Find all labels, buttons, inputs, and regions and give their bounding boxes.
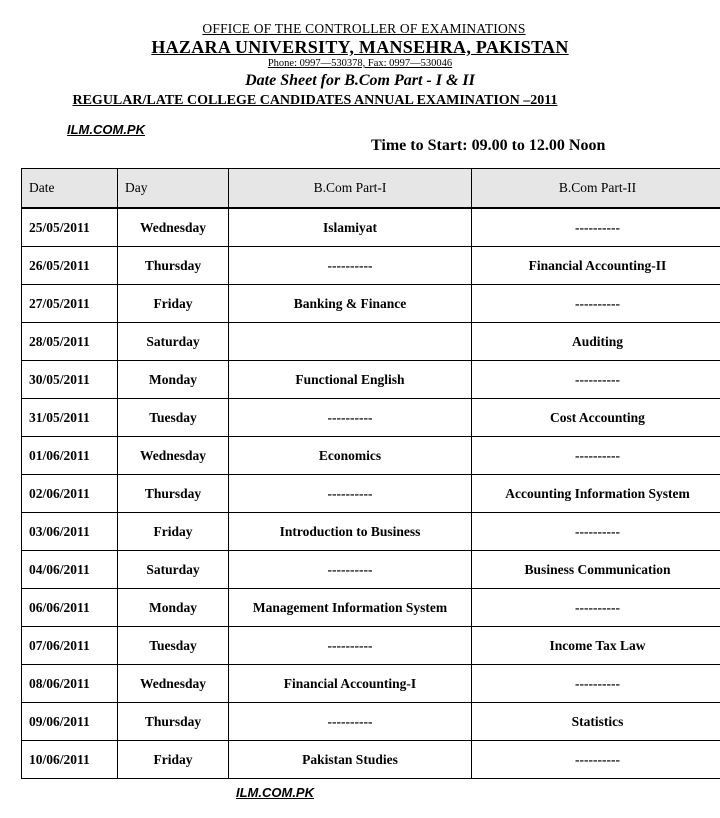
part-2-subject-cell: Financial Accounting-II: [472, 247, 720, 285]
date-cell: 03/06/2011: [22, 513, 118, 551]
table-row: [22, 285, 720, 323]
table-row: [22, 361, 720, 399]
part-1-subject-cell: [229, 323, 472, 361]
table-row: [22, 589, 720, 627]
part-1-subject-cell: ----------: [229, 247, 472, 285]
part-2-subject-cell: ----------: [472, 285, 720, 323]
date-cell: 25/05/2011: [22, 208, 118, 247]
part-2-subject-cell: ----------: [472, 741, 720, 779]
part-2-subject-cell: Auditing: [472, 323, 720, 361]
part-2-subject-cell: Cost Accounting: [472, 399, 720, 437]
date-cell: 08/06/2011: [22, 665, 118, 703]
part-1-subject-cell: Economics: [229, 437, 472, 475]
table-row: [22, 703, 720, 741]
part-2-subject-cell: ----------: [472, 361, 720, 399]
part-1-subject-cell: Introduction to Business: [229, 513, 472, 551]
table-row: [22, 437, 720, 475]
part-1-subject-cell: ----------: [229, 627, 472, 665]
table-row: [22, 741, 720, 779]
date-cell: 09/06/2011: [22, 703, 118, 741]
part-1-subject-cell: Banking & Finance: [229, 285, 472, 323]
column-header-day: Day: [118, 169, 229, 209]
part-1-subject-cell: ----------: [229, 399, 472, 437]
university-title: HAZARA UNIVERSITY, MANSEHRA, PAKISTAN: [151, 37, 569, 57]
table-row: [22, 665, 720, 703]
part-2-subject-cell: ----------: [472, 208, 720, 247]
part-2-subject-cell: ----------: [472, 513, 720, 551]
watermark-bottom: ILM.COM.PK: [236, 785, 314, 800]
part-1-subject-cell: Pakistan Studies: [229, 741, 472, 779]
table-header-row: [22, 169, 720, 209]
day-cell: Wednesday: [118, 437, 229, 475]
column-header-date: Date: [22, 169, 118, 209]
date-cell: 10/06/2011: [22, 741, 118, 779]
day-cell: Thursday: [118, 475, 229, 513]
date-cell: 30/05/2011: [22, 361, 118, 399]
time-to-start: Time to Start: 09.00 to 12.00 Noon: [371, 137, 606, 154]
part-1-subject-cell: ----------: [229, 475, 472, 513]
part-1-subject-cell: Financial Accounting-I: [229, 665, 472, 703]
date-sheet-table: [21, 168, 720, 779]
date-cell: 27/05/2011: [22, 285, 118, 323]
day-cell: Tuesday: [118, 627, 229, 665]
part-2-subject-cell: Income Tax Law: [472, 627, 720, 665]
table-row: [22, 551, 720, 589]
date-cell: 04/06/2011: [22, 551, 118, 589]
part-2-subject-cell: Accounting Information System: [472, 475, 720, 513]
part-2-subject-cell: Statistics: [472, 703, 720, 741]
part-1-subject-cell: ----------: [229, 703, 472, 741]
table-row: [22, 247, 720, 285]
watermark-top: ILM.COM.PK: [67, 122, 145, 137]
table-row: [22, 208, 720, 247]
date-cell: 07/06/2011: [22, 627, 118, 665]
table-row: [22, 323, 720, 361]
date-cell: 02/06/2011: [22, 475, 118, 513]
part-2-subject-cell: Business Communication: [472, 551, 720, 589]
day-cell: Monday: [118, 361, 229, 399]
part-1-subject-cell: ----------: [229, 551, 472, 589]
office-title: OFFICE OF THE CONTROLLER OF EXAMINATIONS: [202, 21, 526, 36]
day-cell: Thursday: [118, 703, 229, 741]
column-header-part-1: B.Com Part-I: [229, 169, 472, 209]
date-cell: 31/05/2011: [22, 399, 118, 437]
part-2-subject-cell: ----------: [472, 589, 720, 627]
day-cell: Tuesday: [118, 399, 229, 437]
part-2-subject-cell: ----------: [472, 665, 720, 703]
day-cell: Friday: [118, 513, 229, 551]
part-1-subject-cell: Islamiyat: [229, 208, 472, 247]
date-cell: 06/06/2011: [22, 589, 118, 627]
date-cell: 26/05/2011: [22, 247, 118, 285]
day-cell: Monday: [118, 589, 229, 627]
day-cell: Friday: [118, 285, 229, 323]
table-row: [22, 513, 720, 551]
day-cell: Wednesday: [118, 665, 229, 703]
phone-fax-line: Phone: 0997—530378, Fax: 0997—530046: [267, 58, 453, 69]
date-cell: 28/05/2011: [22, 323, 118, 361]
part-2-subject-cell: ----------: [472, 437, 720, 475]
date-cell: 01/06/2011: [22, 437, 118, 475]
day-cell: Thursday: [118, 247, 229, 285]
day-cell: Saturday: [118, 323, 229, 361]
exam-title: REGULAR/LATE COLLEGE CANDIDATES ANNUAL EXAMINATION –2011: [72, 93, 558, 108]
date-sheet-title: Date Sheet for B.Com Part - I & II: [245, 72, 475, 89]
part-1-subject-cell: Functional English: [229, 361, 472, 399]
part-1-subject-cell: Management Information System: [229, 589, 472, 627]
table-row: [22, 399, 720, 437]
day-cell: Saturday: [118, 551, 229, 589]
day-cell: Wednesday: [118, 208, 229, 247]
table-row: [22, 475, 720, 513]
day-cell: Friday: [118, 741, 229, 779]
table-row: [22, 627, 720, 665]
column-header-part-2: B.Com Part-II: [472, 169, 720, 209]
